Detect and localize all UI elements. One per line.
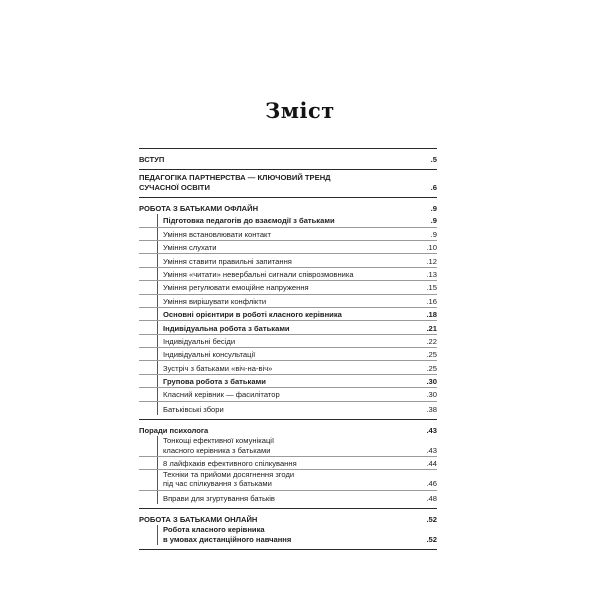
toc-entry-page-number: .6	[430, 182, 437, 192]
toc-entry-title: Тонкощі ефективної комунікації класного керівника з батьками	[163, 436, 275, 455]
toc-entry-title: Основні орієнтири в роботі класного керівника	[163, 310, 342, 320]
toc-entry-title: Батьківські збори	[163, 404, 224, 414]
toc-entry-title: Групова робота з батьками	[163, 377, 266, 387]
toc-section	[139, 149, 437, 170]
toc-entry[interactable]	[139, 335, 437, 348]
toc-entry[interactable]	[139, 228, 437, 241]
toc-entry-title: Уміння встановлювати контакт	[163, 229, 271, 239]
toc-entry[interactable]	[139, 436, 437, 456]
toc-entry[interactable]	[139, 457, 437, 470]
toc-entry[interactable]	[139, 281, 437, 294]
toc-entry[interactable]	[139, 402, 437, 415]
toc-chapter-entry[interactable]	[139, 512, 437, 525]
toc-entry-title: Вправи для згуртування батьків	[163, 493, 275, 503]
toc-entry-title: РОБОТА З БАТЬКАМИ ОФЛАЙН	[139, 203, 259, 213]
toc-entry-title: ВСТУП	[139, 155, 165, 165]
toc-entry[interactable]	[139, 375, 437, 388]
toc-entry-page-number: .43	[426, 426, 437, 436]
toc-entry-page-number: .5	[430, 155, 437, 165]
toc-entry-page-number: .30	[426, 377, 437, 387]
toc-entry-page-number: .9	[430, 203, 437, 213]
toc-entry-title: Зустріч з батьками «віч-на-віч»	[163, 363, 273, 373]
toc-entry-page-number: .13	[426, 269, 437, 279]
toc-entry-title: Уміння ставити правильні запитання	[163, 256, 292, 266]
toc-entry-page-number: .16	[426, 296, 437, 306]
toc-entry-page-number: .25	[426, 363, 437, 373]
toc-entry-page-number: .9	[430, 216, 437, 226]
toc-entry-page-number: .30	[426, 390, 437, 400]
toc-entry[interactable]	[139, 361, 437, 374]
toc-entry-title: Класний керівник — фасилітатор	[163, 390, 280, 400]
toc-entry[interactable]	[139, 348, 437, 361]
toc-chapter-entry[interactable]	[139, 152, 437, 165]
toc-entry-title: ПЕДАГОГІКА ПАРТНЕРСТВА — КЛЮЧОВИЙ ТРЕНД СУЧАСНОЇ ОСВІТИ	[139, 173, 331, 192]
toc-entry-page-number: .18	[426, 310, 437, 320]
toc-entry-page-number: .25	[426, 350, 437, 360]
toc-section	[139, 509, 437, 550]
toc-entry[interactable]	[139, 214, 437, 227]
toc-entry-page-number: .21	[426, 323, 437, 333]
toc-entry-page-number: .10	[426, 243, 437, 253]
toc-entry-title: Індивідуальні консультації	[163, 350, 256, 360]
toc-entry[interactable]	[139, 308, 437, 321]
toc-entry-page-number: .52	[426, 515, 437, 525]
toc-entry[interactable]	[139, 295, 437, 308]
toc-chapter-entry[interactable]	[139, 423, 437, 436]
toc-chapter-entry[interactable]	[139, 173, 437, 192]
table-of-contents	[139, 148, 437, 550]
toc-entry-title: Підготовка педагогів до взаємодії з батьками	[163, 216, 335, 226]
toc-entry-page-number: .46	[426, 479, 437, 489]
toc-entry[interactable]	[139, 388, 437, 401]
toc-entry-page-number: .44	[426, 459, 437, 469]
toc-entry[interactable]	[139, 470, 437, 490]
toc-entry-title: Техніки та прийоми досягнення згоди під час спілкування з батьками	[163, 470, 295, 489]
toc-entry-title: Уміння слухати	[163, 243, 217, 253]
toc-entry[interactable]	[139, 491, 437, 504]
toc-entry[interactable]	[139, 241, 437, 254]
toc-entry[interactable]	[139, 268, 437, 281]
toc-entry-title: Індивідуальна робота з батьками	[163, 323, 290, 333]
toc-chapter-entry[interactable]	[139, 201, 437, 214]
toc-section	[139, 198, 437, 420]
toc-entry-title: Уміння «читати» невербальні сигнали співрозмовника	[163, 269, 354, 279]
page-title: Зміст	[265, 98, 335, 123]
toc-entry-title: РОБОТА З БАТЬКАМИ ОНЛАЙН	[139, 515, 258, 525]
toc-entry-title: Уміння вирішувати конфлікти	[163, 296, 267, 306]
toc-entry-page-number: .15	[426, 283, 437, 293]
toc-section	[139, 170, 437, 197]
toc-entry-page-number: .48	[426, 493, 437, 503]
toc-entry[interactable]	[139, 321, 437, 334]
toc-entry-page-number: .38	[426, 404, 437, 414]
toc-entry-page-number: .12	[426, 256, 437, 266]
toc-entry-title: Робота класного керівника в умовах дистанційного навчання	[163, 525, 292, 544]
toc-entry-title: Уміння регулювати емоційне напруження	[163, 283, 309, 293]
toc-entry[interactable]	[139, 254, 437, 267]
toc-entry[interactable]	[139, 525, 437, 544]
toc-entry-title: Поради психолога	[139, 426, 209, 436]
toc-entry-title: Індивідуальні бесіди	[163, 336, 236, 346]
toc-entry-page-number: .43	[426, 445, 437, 455]
toc-entry-title: 8 лайфхаків ефективного спілкування	[163, 459, 297, 469]
toc-entry-page-number: .9	[430, 229, 437, 239]
toc-entry-page-number: .52	[426, 534, 437, 544]
toc-section	[139, 420, 437, 509]
toc-entry-page-number: .22	[426, 336, 437, 346]
